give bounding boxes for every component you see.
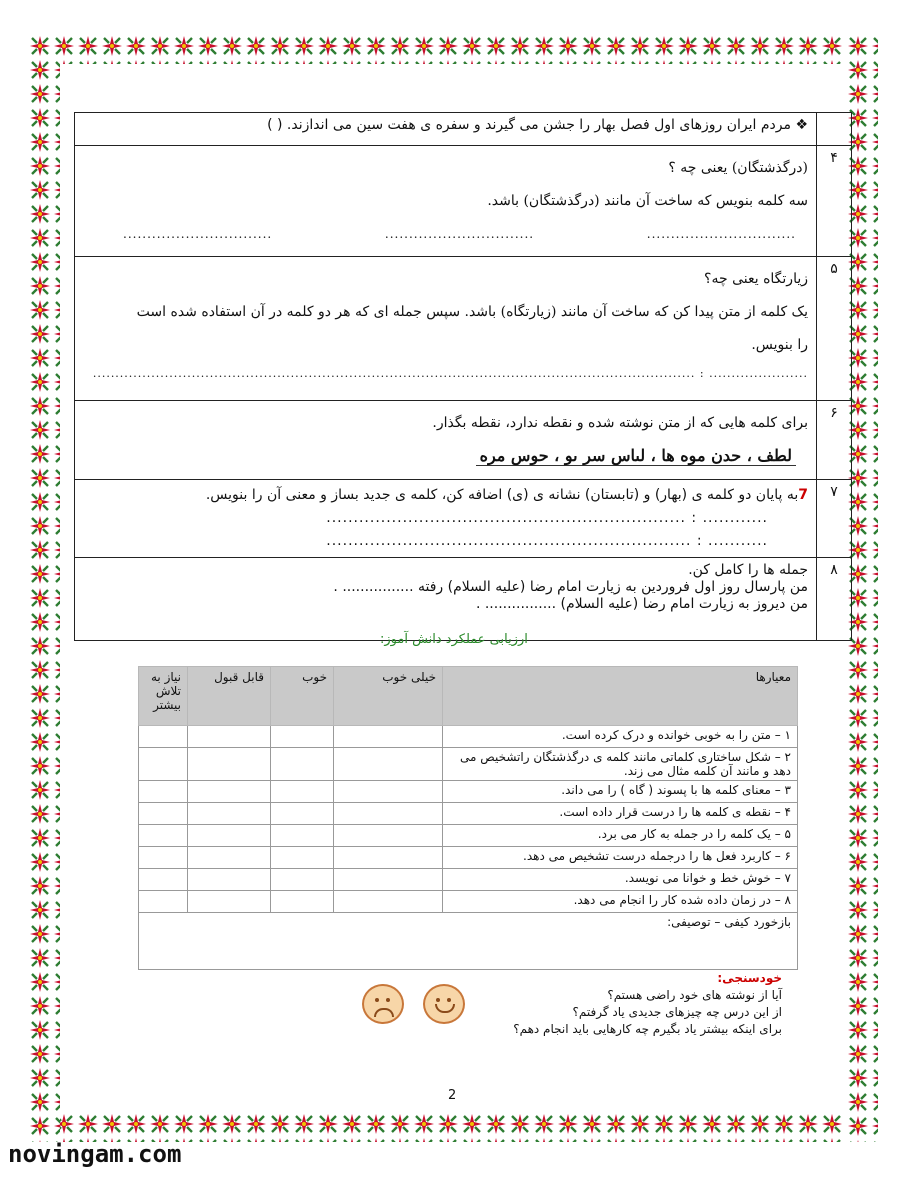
header-needs-effort: نیاز به تلاش بیشتر bbox=[139, 667, 188, 726]
rating-cell[interactable] bbox=[139, 781, 188, 803]
question-text: سه کلمه بنویس که ساخت آن مانند (درگذشتگان) باشد. bbox=[487, 193, 808, 209]
header-good: خوب bbox=[271, 667, 334, 726]
question-text: (درگذشتگان) یعنی چه ؟ bbox=[668, 160, 808, 176]
rating-cell[interactable] bbox=[271, 748, 334, 781]
question-row-8 bbox=[75, 558, 852, 641]
question-number: ۷ bbox=[817, 480, 852, 558]
rating-cell[interactable] bbox=[334, 748, 443, 781]
rating-cell[interactable] bbox=[334, 869, 443, 891]
rating-cell[interactable] bbox=[334, 726, 443, 748]
rating-cell[interactable] bbox=[188, 803, 271, 825]
criterion-row bbox=[139, 869, 798, 891]
criterion-text: ۲ – شکل ساختاری کلماتی مانند کلمه ی درگذشتگان راتشخیص می دهد و مانند آن کلمه مثال می زند. bbox=[443, 748, 798, 781]
rating-cell[interactable] bbox=[139, 803, 188, 825]
rating-cell[interactable] bbox=[334, 891, 443, 913]
decorative-border-top bbox=[28, 34, 876, 64]
question-text: به پایان دو کلمه ی (بهار) و (تابستان) نشانه ی (ی) اضافه کن، کلمه ی جدید بساز و معنی آن را بنویس. bbox=[205, 487, 799, 503]
criterion-text: ۳ – معنای کلمه ها با پسوند ( گاه ) را می داند. bbox=[443, 781, 798, 803]
feedback-cell[interactable] bbox=[139, 913, 798, 970]
question-number: ۶ bbox=[817, 401, 852, 480]
page-number: 2 bbox=[448, 1088, 457, 1103]
question-number: ۴ bbox=[817, 146, 852, 257]
criterion-row bbox=[139, 891, 798, 913]
rating-cell[interactable] bbox=[188, 869, 271, 891]
answer-blank[interactable]: ............................... bbox=[123, 227, 273, 241]
rating-cell[interactable] bbox=[188, 847, 271, 869]
rating-cell[interactable] bbox=[139, 748, 188, 781]
question-text: برای کلمه هایی که از متن نوشته شده و نقطه ندارد، نقطه بگذار. bbox=[432, 415, 808, 431]
question-number: ۵ bbox=[817, 257, 852, 401]
rating-cell[interactable] bbox=[334, 781, 443, 803]
feedback-label: بازخورد کیفی – توصیفی: bbox=[667, 915, 791, 929]
header-criteria: معیارها bbox=[443, 667, 798, 726]
rating-cell[interactable] bbox=[271, 781, 334, 803]
criterion-row bbox=[139, 748, 798, 781]
criterion-text: ۴ – نقطه ی کلمه ها را درست قرار داده است. bbox=[443, 803, 798, 825]
answer-blank[interactable]: ........... : ................................................................... bbox=[326, 533, 768, 549]
criterion-text: ۸ – در زمان داده شده کار را انجام می دهد. bbox=[443, 891, 798, 913]
happy-face-icon[interactable] bbox=[423, 984, 465, 1024]
self-assessment-question: از این درس چه چیزهای جدیدی یاد گرفتم؟ bbox=[572, 1005, 782, 1019]
evaluation-title: ارزیابی عملکرد دانش آموز: bbox=[380, 632, 528, 647]
criterion-text: ۷ – خوش خط و خوانا می نویسد. bbox=[443, 869, 798, 891]
question-text: جمله ها را کامل کن. bbox=[688, 562, 808, 578]
red-mark: 7 bbox=[798, 487, 808, 503]
criterion-row bbox=[139, 847, 798, 869]
rating-cell[interactable] bbox=[139, 869, 188, 891]
site-watermark: novingam.com bbox=[8, 1140, 182, 1168]
rating-cell[interactable] bbox=[188, 891, 271, 913]
sad-face-icon[interactable] bbox=[362, 984, 404, 1024]
question-row-4 bbox=[75, 146, 852, 257]
question-text: من پارسال روز اول فروردین به زیارت امام رضا (علیه السلام) رفته ................ . bbox=[333, 579, 808, 595]
decorative-border-bottom bbox=[28, 1112, 876, 1142]
rating-cell[interactable] bbox=[188, 726, 271, 748]
poinsettia-pattern-icon bbox=[28, 1112, 876, 1142]
evaluation-header-row bbox=[139, 667, 798, 726]
answer-blank[interactable]: ............ : .................................................................. bbox=[326, 510, 768, 526]
rating-cell[interactable] bbox=[188, 781, 271, 803]
rating-cell[interactable] bbox=[271, 847, 334, 869]
criterion-text: ۵ – یک کلمه را در جمله به کار می برد. bbox=[443, 825, 798, 847]
question-number: ۸ bbox=[817, 558, 852, 641]
self-assessment-question: برای اینکه بیشتر یاد بگیرم چه کارهایی باید انجام دهم؟ bbox=[513, 1022, 782, 1036]
question-table bbox=[74, 112, 852, 641]
question-row-prev bbox=[75, 113, 852, 146]
question-row-5 bbox=[75, 257, 852, 401]
poinsettia-pattern-icon bbox=[28, 34, 60, 1142]
rating-cell[interactable] bbox=[334, 803, 443, 825]
question-row-7 bbox=[75, 480, 852, 558]
criterion-row bbox=[139, 803, 798, 825]
self-assessment bbox=[470, 970, 782, 1038]
rating-cell[interactable] bbox=[139, 891, 188, 913]
answer-blank[interactable]: ............................... bbox=[384, 227, 535, 241]
rating-cell[interactable] bbox=[139, 726, 188, 748]
rating-cell[interactable] bbox=[271, 803, 334, 825]
rating-cell[interactable] bbox=[334, 847, 443, 869]
rating-cell[interactable] bbox=[188, 748, 271, 781]
question-text: ❖ مردم ایران روزهای اول فصل بهار را جشن می گیرند و سفره ی هفت سین می اندازند. ( ) bbox=[267, 117, 808, 133]
poinsettia-pattern-icon bbox=[28, 34, 876, 64]
rating-cell[interactable] bbox=[271, 891, 334, 913]
header-very-good: خیلی خوب bbox=[334, 667, 443, 726]
rating-cell[interactable] bbox=[271, 726, 334, 748]
emoji-faces bbox=[362, 984, 479, 1028]
criterion-row bbox=[139, 781, 798, 803]
rating-cell[interactable] bbox=[271, 825, 334, 847]
header-acceptable: قابل قبول bbox=[188, 667, 271, 726]
question-text: یک کلمه از متن پیدا کن که ساخت آن مانند (زیارتگاه) باشد. سپس جمله ای که هر دو کلمه در آن استفاده شده است bbox=[136, 304, 808, 320]
rating-cell[interactable] bbox=[139, 825, 188, 847]
criterion-text: ۱ – متن را به خوبی خوانده و درک کرده است. bbox=[443, 726, 798, 748]
criterion-text: ۶ – کاربرد فعل ها را درجمله درست تشخیص می دهد. bbox=[443, 847, 798, 869]
feedback-row bbox=[139, 913, 798, 970]
question-text: را بنویس. bbox=[751, 337, 808, 353]
handwritten-words: لطف ، حدن موه ها ، لىاس سر ىو ، حوس مره bbox=[476, 446, 796, 466]
question-text: زیارتگاه یعنی چه؟ bbox=[704, 271, 808, 287]
decorative-border-left bbox=[28, 34, 60, 1142]
criterion-row bbox=[139, 825, 798, 847]
rating-cell[interactable] bbox=[139, 847, 188, 869]
self-assessment-question: آیا از نوشته های خود راضی هستم؟ bbox=[607, 988, 782, 1002]
question-text: من دیروز به زیارت امام رضا (علیه السلام) ................ . bbox=[475, 596, 808, 612]
rating-cell[interactable] bbox=[271, 869, 334, 891]
self-assessment-title: خودسنجی: bbox=[717, 971, 782, 985]
rating-cell[interactable] bbox=[188, 825, 271, 847]
question-row-6 bbox=[75, 401, 852, 480]
rating-cell[interactable] bbox=[334, 825, 443, 847]
criterion-row bbox=[139, 726, 798, 748]
answer-blank[interactable]: ...................... : ...................................................................................................................................... bbox=[92, 367, 808, 380]
evaluation-table bbox=[138, 666, 798, 970]
answer-blank[interactable]: ............................... bbox=[646, 227, 796, 241]
